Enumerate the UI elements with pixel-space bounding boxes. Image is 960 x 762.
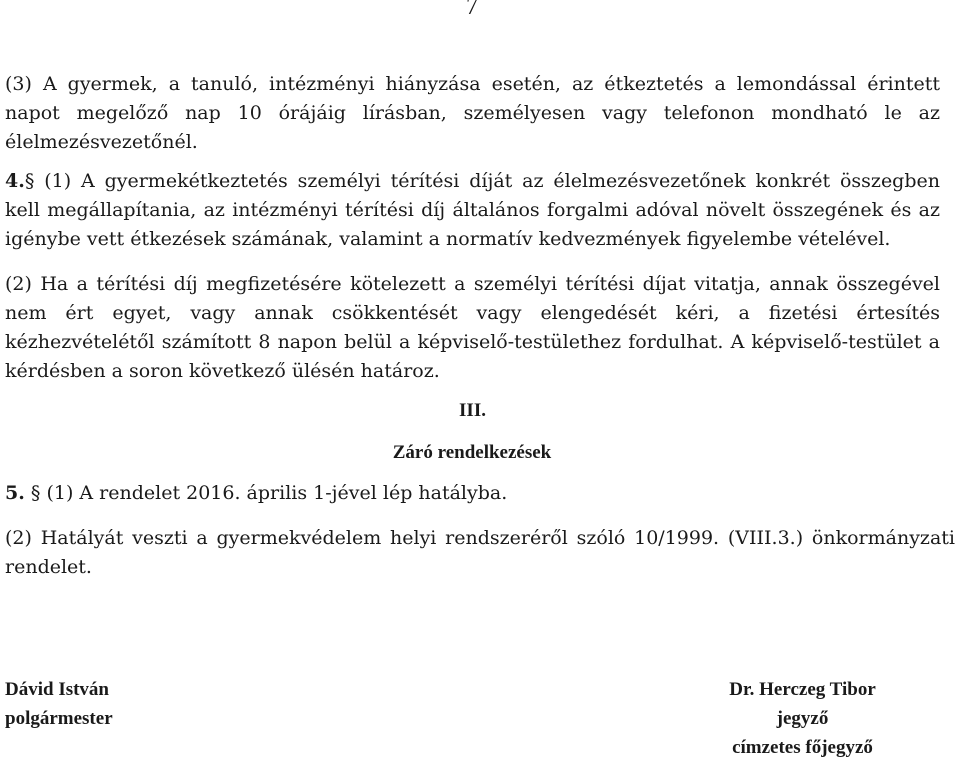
signature-notary — [700, 675, 905, 762]
signer-name: Dr. Herczeg Tibor — [729, 679, 876, 700]
paragraph-text: (1) A rendelet 2016. április 1-jével lép hatályba. — [46, 482, 508, 504]
section-number: 4. — [5, 170, 25, 192]
paragraph-3-1 — [5, 70, 940, 157]
chapter-number: III. — [459, 400, 486, 421]
page-number: 7 — [466, 0, 478, 20]
section-sign: § — [24, 170, 35, 192]
chapter-title: Záró rendelkezések — [392, 442, 552, 463]
signer-subtitle: címzetes főjegyző — [732, 737, 873, 758]
section-sign: § — [30, 482, 41, 504]
paragraph-text: (1) A gyermekétkeztetés személyi térítési díját az élelmezésvezetőnek konkrét összegben kell megállapítania, az intézményi térítési díj általános forgalmi adóval növelt összegének és az igénybe vett étkezések számának, valamint a normatív kedvezmények figyelembe vételével. — [5, 170, 940, 250]
paragraph-text: A gyermek, a tanuló, intézményi hiányzása esetén, az étkeztetés a lemondással érintett napot megelőző nap 10 órájáig lírásban, személyesen vagy telefonon mondható le az élelmezésvezetőnél. — [5, 73, 941, 153]
paragraph-5-1 — [5, 479, 940, 508]
paragraph-text: (2) Hatályát veszti a gyermekvédelem helyi rendszeréről szóló 10/1999. (VIII.3.) önkormányzati rendelet. — [5, 527, 955, 578]
section-number: 5. — [5, 482, 25, 504]
signature-mayor — [5, 675, 113, 733]
paragraph-4-1 — [5, 167, 940, 254]
paragraph-text: (2) Ha a térítési díj megfizetésére kötelezett a személyi térítési díjat vitatja, annak összegével nem ért egyet, vagy annak csökkentését vagy elengedését kéri, a fizetési értesítés kézhezvételétől számított 8 napon belül a képviselő-testülethez fordulhat. A képviselő-testület a kérdésben a soron következő ülésén határoz. — [5, 273, 940, 382]
signer-name: Dávid István — [5, 679, 109, 700]
paragraph-label: (3) — [5, 73, 32, 95]
signer-title: jegyző — [776, 708, 829, 729]
paragraph-5-2 — [5, 524, 955, 582]
paragraph-4-2 — [5, 270, 940, 386]
signer-title: polgármester — [5, 708, 113, 729]
